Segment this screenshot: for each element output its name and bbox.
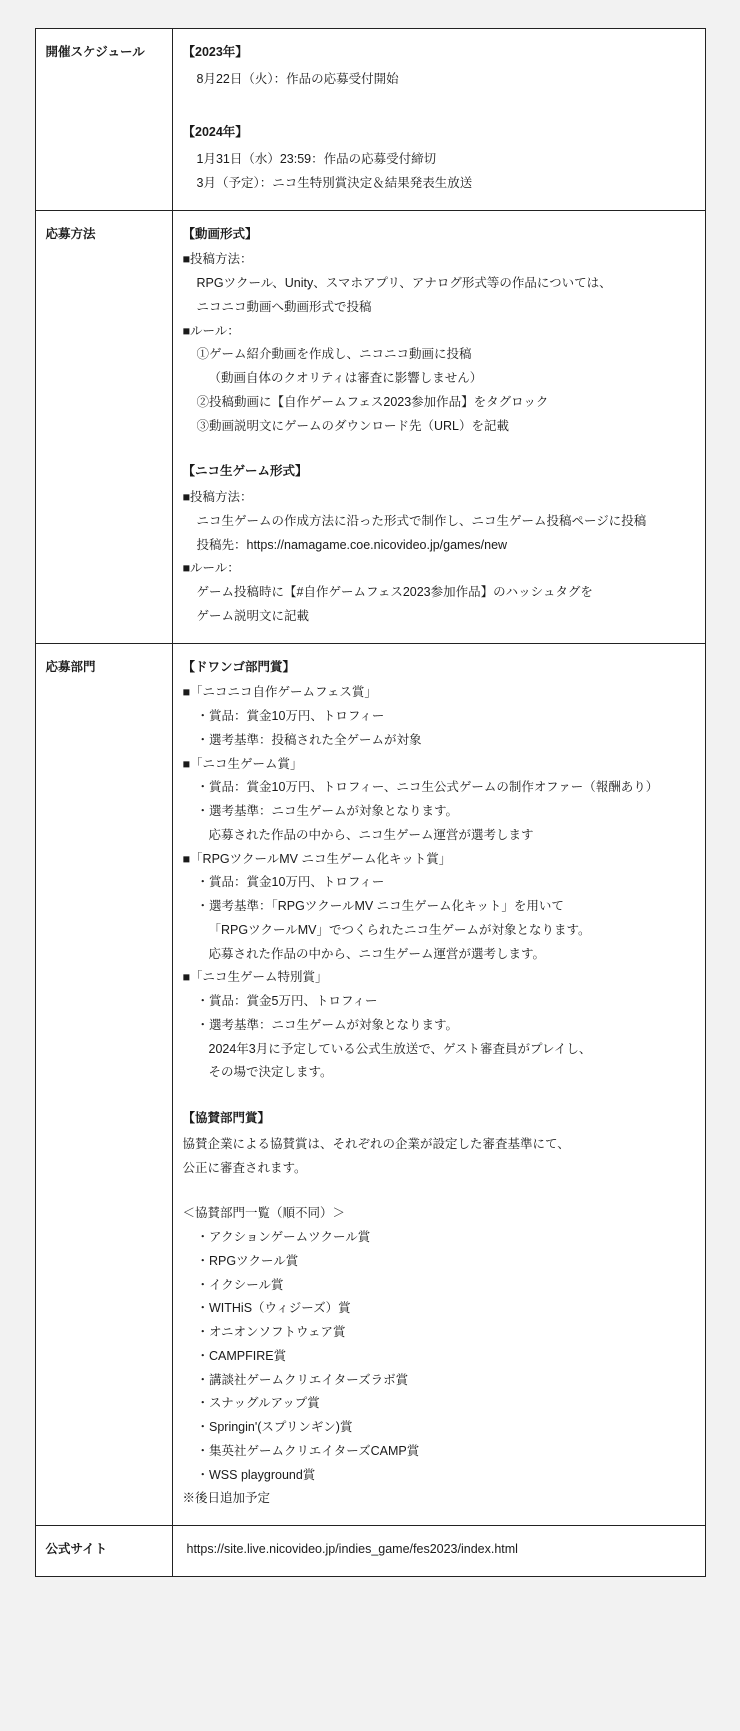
category-line: その場で決定します。 — [208, 1065, 333, 1080]
entry-line: ゲーム投稿時に【#自作ゲームフェス2023参加作品】のハッシュタグを — [196, 585, 593, 600]
category-line: ・選考基準：ニコ生ゲームが対象となります。 — [196, 1017, 459, 1032]
entry-line-url[interactable]: 投稿先：https://namagame.coe.nicovideo.jp/games/new — [196, 537, 508, 552]
sponsor-list-note: ※後日追加予定 — [182, 1491, 271, 1506]
row-label-entry-method: 応募方法 — [35, 210, 172, 643]
sponsor-list-item: ・WITHiS（ウィジーズ）賞 — [196, 1301, 351, 1316]
entry-line: ①ゲーム紹介動画を作成し、ニコニコ動画に投稿 — [196, 347, 472, 362]
entry-heading-video: 【動画形式】 — [182, 226, 258, 241]
row-content-schedule — [172, 29, 705, 211]
contest-info-table — [35, 28, 706, 1577]
entry-line: ■ルール： — [182, 323, 240, 338]
spacer — [183, 438, 695, 460]
entry-line: ゲーム説明文に記載 — [196, 608, 310, 623]
schedule-line: 8月22日（火）：作品の応募受付開始 — [196, 71, 399, 86]
sponsor-list-item: ・WSS playground賞 — [196, 1467, 316, 1482]
row-label-schedule: 開催スケジュール — [35, 29, 172, 211]
row-content-categories — [172, 643, 705, 1526]
category-line: ・選考基準：「RPGツクールMV ニコ生ゲーム化キット」を用いて — [196, 899, 564, 914]
category-line: ■「ニコニコ自作ゲームフェス賞」 — [182, 685, 377, 700]
entry-line: ■ルール： — [182, 561, 240, 576]
sponsor-list-item: ・スナッグルアップ賞 — [196, 1396, 320, 1411]
category-line: ・賞品：賞金5万円、トロフィー — [196, 994, 378, 1009]
category-line: 応募された作品の中から、ニコ生ゲーム運営が選考します — [208, 827, 534, 842]
category-line: ・選考基準：ニコ生ゲームが対象となります。 — [196, 804, 459, 819]
category-line: 2024年3月に予定している公式生放送で、ゲスト審査員がプレイし、 — [208, 1041, 592, 1056]
sponsor-list-item: ・RPGツクール賞 — [196, 1253, 299, 1268]
category-line: ・選考基準：投稿された全ゲームが対象 — [196, 732, 422, 747]
sponsor-list-item: ・アクションゲームツクール賞 — [196, 1230, 371, 1245]
category-line: ■「ニコ生ゲーム特別賞」 — [182, 970, 328, 985]
row-label-categories: 応募部門 — [35, 643, 172, 1526]
category-line: 応募された作品の中から、ニコ生ゲーム運営が選考します。 — [208, 946, 546, 961]
schedule-line: 3月（予定）：ニコ生特別賞決定＆結果発表生放送 — [196, 176, 473, 191]
sponsor-list-item: ・講談社ゲームクリエイターズラボ賞 — [196, 1372, 409, 1387]
category-line: ・賞品：賞金10万円、トロフィー — [196, 875, 385, 890]
spacer — [183, 91, 695, 121]
entry-line: ニコ生ゲームの作成方法に沿った形式で制作し、ニコ生ゲーム投稿ページに投稿 — [196, 513, 647, 528]
table-row — [35, 643, 705, 1526]
sponsor-list-item: ・CAMPFIRE賞 — [196, 1348, 287, 1363]
spacer — [183, 1085, 695, 1107]
table-row — [35, 1526, 705, 1577]
category-heading-dwango: 【ドワンゴ部門賞】 — [182, 659, 296, 674]
entry-line: ③動画説明文にゲームのダウンロード先（URL）を記載 — [196, 418, 510, 433]
category-line: 協賛企業による協賛賞は、それぞれの企業が設定した審査基準にて、 — [182, 1136, 570, 1151]
category-line: ■「RPGツクールMV ニコ生ゲーム化キット賞」 — [182, 851, 452, 866]
entry-line: ②投稿動画に【自作ゲームフェス2023参加作品】をタグロック — [196, 394, 549, 409]
schedule-line: 1月31日（水）23:59：作品の応募受付締切 — [196, 151, 437, 166]
spacer — [183, 1180, 695, 1202]
entry-line: RPGツクール、Unity、スマホアプリ、アナログ形式等の作品については、 — [196, 276, 612, 291]
category-line: 公正に審査されます。 — [182, 1160, 307, 1175]
row-content-official-site — [172, 1526, 705, 1577]
category-line: ・賞品：賞金10万円、トロフィー、ニコ生公式ゲームの制作オファー（報酬あり） — [196, 780, 659, 795]
official-site-url[interactable]: https://site.live.nicovideo.jp/indies_game/fes2023/index.html — [186, 1542, 518, 1557]
entry-line: ■投稿方法： — [182, 252, 253, 267]
category-line: 「RPGツクールMV」でつくられたニコ生ゲームが対象となります。 — [208, 922, 591, 937]
schedule-heading-2024: 【2024年】 — [182, 125, 248, 140]
sponsor-list-item: ・Springin'(スプリンギン)賞 — [196, 1420, 353, 1435]
table-row — [35, 210, 705, 643]
sponsor-list-item: ・オニオンソフトウェア賞 — [196, 1325, 346, 1340]
entry-line: （動画自体のクオリティは審査に影響しません） — [208, 371, 483, 386]
entry-heading-namagame: 【ニコ生ゲーム形式】 — [182, 464, 308, 479]
category-line: ・賞品：賞金10万円、トロフィー — [196, 709, 385, 724]
category-line: ■「ニコ生ゲーム賞」 — [182, 756, 303, 771]
sponsor-list-heading: ＜協賛部門一覧（順不同）＞ — [182, 1206, 346, 1221]
category-heading-sponsor: 【協賛部門賞】 — [182, 1111, 271, 1126]
sponsor-list-item: ・イクシール賞 — [196, 1277, 284, 1292]
entry-line: ■投稿方法： — [182, 490, 253, 505]
row-label-official-site: 公式サイト — [35, 1526, 172, 1577]
schedule-heading-2023: 【2023年】 — [182, 45, 248, 59]
row-content-entry-method — [172, 210, 705, 643]
table-row — [35, 29, 705, 211]
entry-line: ニコニコ動画へ動画形式で投稿 — [196, 299, 372, 314]
sponsor-list-item: ・集英社ゲームクリエイターズCAMP賞 — [196, 1443, 420, 1458]
